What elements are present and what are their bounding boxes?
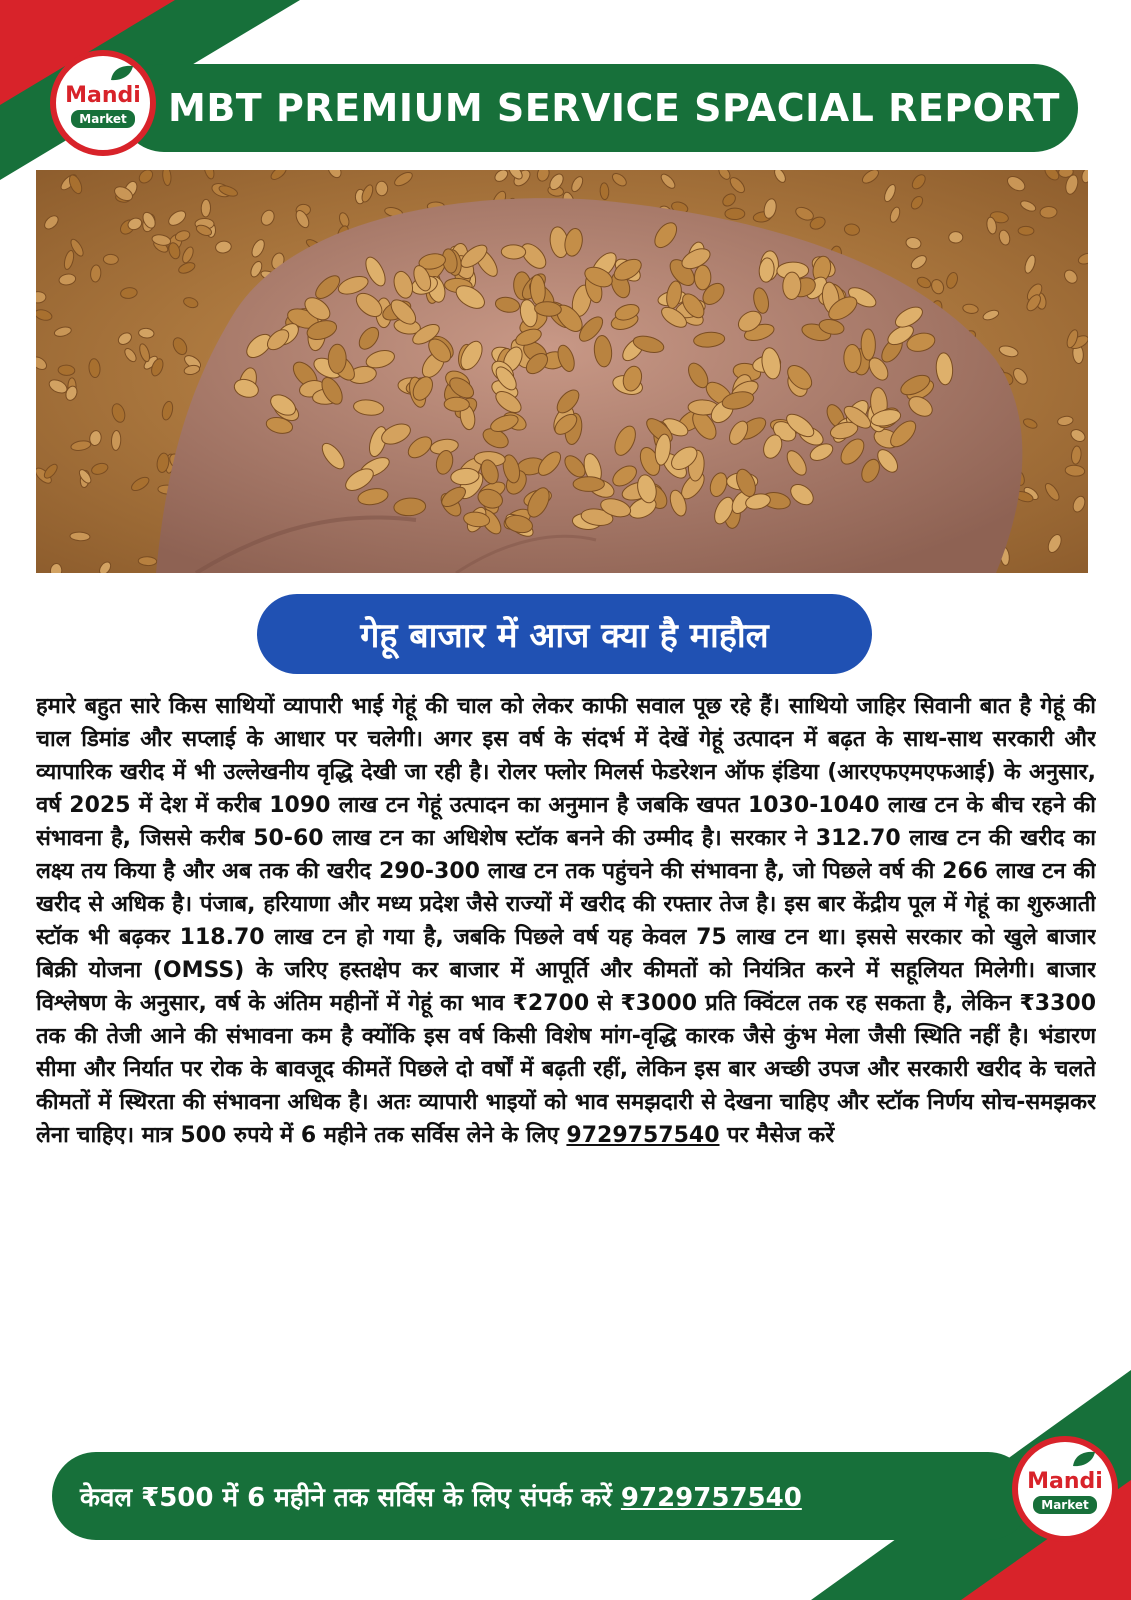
leaf-icon (109, 64, 135, 82)
logo-wordmark: Mandi (65, 82, 141, 108)
article-tail: पर मैसेज करें (719, 1123, 835, 1148)
footer-phone-link[interactable]: 9729757540 (620, 1483, 802, 1513)
footer-contact-text (80, 1478, 802, 1514)
article-phone-link[interactable]: 9729757540 (566, 1123, 720, 1148)
section-heading-pill (257, 594, 872, 674)
logo-subtext: Market (1033, 1496, 1097, 1514)
section-heading: गेहू बाजार में आज क्या है माहौल (360, 616, 769, 656)
contact-footer (52, 1452, 1032, 1540)
article-body (36, 690, 1096, 1440)
article-paragraph (36, 690, 1096, 1152)
mandi-market-logo (50, 50, 156, 156)
mandi-market-logo-footer (1012, 1436, 1118, 1542)
report-header (120, 64, 1078, 152)
article-text: हमारे बहुत सारे किस साथियों व्यापारी भाई गेहूं की चाल को लेकर काफी सवाल पूछ रहे हैं। साथियो जाहिर सिवानी बात है गेहूं की चाल डिमांड और सप्लाई के आधार पर चलेगी। अगर इस वर्ष के संदर्भ में देखें गेहूं उत्पादन में बढ़त के साथ-साथ सरकारी और व्यापारिक खरीद में भी उल्लेखनीय वृद्धि देखी जा रही है। रोलर फ्लोर मिलर्स फेडरेशन ऑफ इंडिया (आरएफएमएफआई) के अनुसार, वर्ष 2025 में देश में करीब 1090 लाख टन गेहूं उत्पादन का अनुमान है जबकि खपत 1030-1040 लाख टन के बीच रहने की संभावना है, जिससे करीब 50-60 लाख टन का अधिशेष स्टॉक बनने की उम्मीद है। सरकार ने 312.70 लाख टन की खरीद का लक्ष्य तय किया है और अब तक की खरीद 290-300 लाख टन तक पहुंचने की संभावना है, जो पिछले वर्ष की 266 लाख टन की खरीद से अधिक है। पंजाब, हरियाणा और मध्य प्रदेश जैसे राज्यों में खरीद की रफ्तार तेज है। इस बार केंद्रीय पूल में गेहूं का शुरुआती स्टॉक भी बढ़कर 118.70 लाख टन हो गया है, जबकि पिछले वर्ष यह केवल 75 लाख टन था। इससे सरकार को खुले बाजार बिक्री योजना (OMSS) के जरिए हस्तक्षेप कर बाजार में आपूर्ति और कीमतों को नियंत्रित करने में सहूलियत मिलेगी। बाजार विश्लेषण के अनुसार, वर्ष के अंतिम महीनों में गेहूं का भाव ₹2700 से ₹3000 प्रति क्विंटल तक रह सकता है, लेकिन ₹3300 तक की तेजी आने की संभावना कम है क्योंकि इस वर्ष किसी विशेष मांग-वृद्धि कारक जैसे कुंभ मेला जैसी स्थिति नहीं है। भंडारण सीमा और निर्यात पर रोक के बावजूद कीमतें पिछले दो वर्षों में बढ़ती रहीं, लेकिन इस बार अच्छी उपज और सरकारी खरीद के चलते कीमतों में स्थिरता की संभावना अधिक है। अतः व्यापारी भाइयों को भाव समझदारी से देखना चाहिए और स्टॉक निर्णय सोच-समझकर लेना चाहिए। मात्र 500 रुपये में 6 महीने तक सर्विस लेने के लिए (36, 694, 1096, 1148)
leaf-icon (1071, 1450, 1097, 1468)
footer-text: केवल ₹500 में 6 महीने तक सर्विस के लिए संपर्क करें (80, 1483, 621, 1513)
wheat-grain-photo (36, 170, 1088, 573)
logo-subtext: Market (71, 110, 135, 128)
report-title: MBT PREMIUM SERVICE SPACIAL REPORT (168, 86, 1060, 130)
logo-wordmark: Mandi (1027, 1468, 1103, 1494)
